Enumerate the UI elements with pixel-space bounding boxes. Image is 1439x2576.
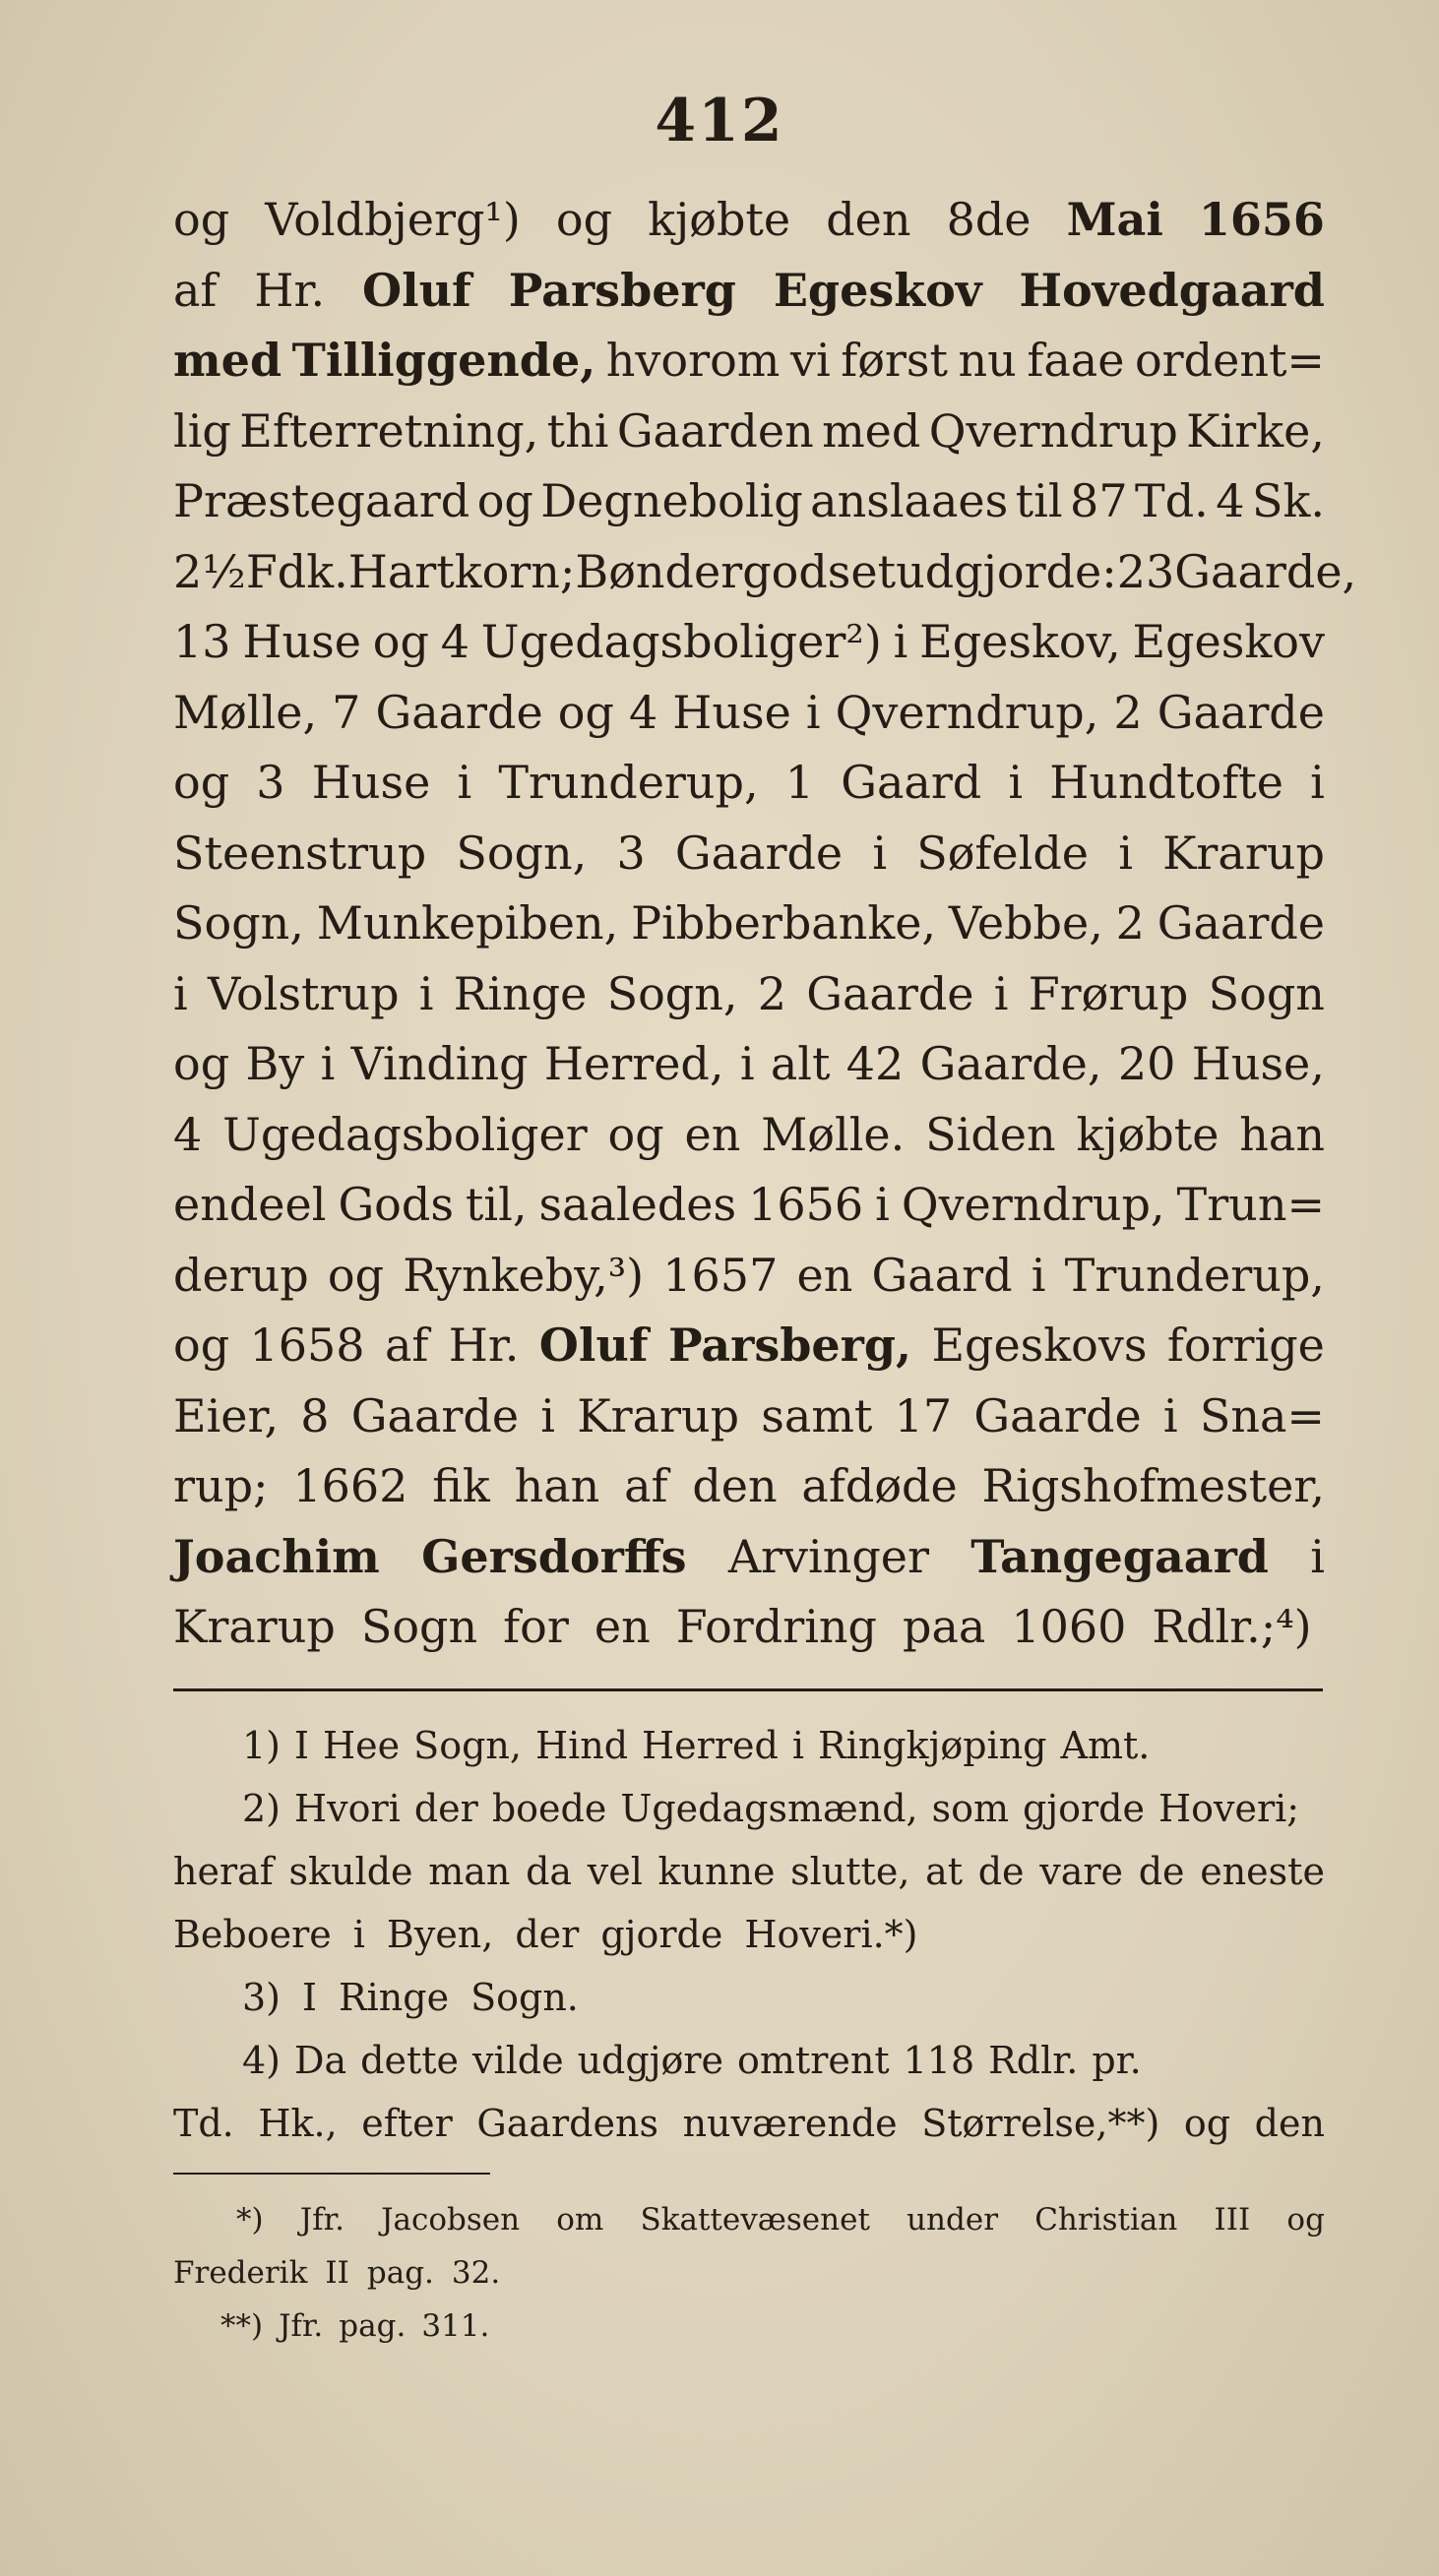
word: Tangegaard [970, 1529, 1269, 1583]
word: i [418, 966, 434, 1020]
footnote-line [173, 1976, 1325, 2039]
word: Td. [1135, 474, 1209, 527]
word: saaledes [538, 1178, 737, 1231]
word: thi [546, 403, 609, 458]
word: Kirke, [1186, 403, 1325, 458]
text-line [173, 264, 1325, 335]
word: i [875, 1178, 890, 1231]
word: han [514, 1459, 600, 1512]
word: Hoveri; [1158, 1787, 1300, 1830]
word: 1656 [1198, 193, 1325, 246]
word: Munkepiben, [316, 896, 619, 950]
word: Sogn, [606, 966, 738, 1020]
word: og [1183, 2102, 1231, 2145]
word: udgjøre [577, 2039, 724, 2082]
word: Rdlr. [988, 2039, 1079, 2082]
word: 1657 [662, 1248, 779, 1302]
word: gjorde [600, 1913, 723, 1956]
text-line [173, 474, 1325, 545]
word: 1658 [249, 1319, 365, 1372]
text-line [173, 1178, 1325, 1249]
word: der [515, 1913, 580, 1956]
word: hvorom [605, 334, 781, 387]
word: i [993, 966, 1009, 1020]
word: 4 [628, 685, 658, 739]
word: Byen, [386, 1913, 494, 1956]
word: ordent= [1134, 334, 1325, 387]
word: 311. [421, 2308, 490, 2344]
word: Trunderup, [1064, 1248, 1325, 1302]
word: i [893, 615, 908, 668]
word: rup; [173, 1459, 269, 1512]
word: dette [360, 2039, 459, 2082]
word: af [624, 1459, 668, 1512]
footnote-line [173, 2039, 1325, 2102]
word: Sogn [360, 1600, 478, 1653]
word: 4 [173, 1107, 203, 1161]
word: 3 [616, 826, 646, 880]
text-line [173, 1037, 1325, 1108]
word: 1656 [748, 1178, 864, 1231]
word: Hk., [258, 2102, 338, 2145]
word: under [907, 2202, 999, 2238]
word: Gaarde, [1174, 544, 1357, 598]
word: Huse [672, 685, 791, 739]
word: med [173, 334, 282, 387]
word: til [1015, 474, 1063, 527]
footnote-mark: 1) [242, 1724, 282, 1767]
word: faae [1027, 334, 1125, 387]
word: Da [294, 2039, 347, 2082]
word: forrige [1166, 1319, 1325, 1372]
word: den [1254, 2102, 1325, 2145]
word: Egeskov [773, 263, 982, 317]
word: Volstrup [207, 966, 400, 1020]
word: Gaard [871, 1248, 1013, 1302]
subnote-mark: *) [236, 2202, 264, 2238]
word: nu [958, 334, 1017, 387]
word: Sogn, [173, 896, 304, 950]
word: Krarup [1162, 826, 1325, 880]
word: i [173, 966, 188, 1020]
word: Jfr. [279, 2308, 324, 2344]
word: III [1214, 2202, 1251, 2238]
page-number: 412 [655, 87, 784, 155]
text-line [173, 615, 1325, 686]
footnote-line [173, 1787, 1325, 1850]
word: Rigshofmester, [981, 1459, 1325, 1512]
word: Sk. [1251, 474, 1325, 527]
word: i [1118, 826, 1133, 880]
word: 4 [1216, 474, 1245, 527]
word: den [826, 193, 911, 246]
word: Trunderup, [498, 756, 759, 809]
text-line [173, 686, 1325, 757]
word: Trun= [1176, 1178, 1325, 1231]
word: Gods [338, 1178, 454, 1231]
word: af [384, 1319, 429, 1372]
word: en [796, 1248, 853, 1302]
footnote-mark: 2) [242, 1787, 282, 1830]
word: og [173, 1319, 230, 1372]
word: 1060 [1011, 1600, 1127, 1653]
word: 7 [332, 685, 361, 739]
word: i [791, 1724, 804, 1767]
subnote-line [173, 2308, 1325, 2361]
word: Gersdorffs [421, 1529, 687, 1583]
word: Sogn, [456, 826, 588, 880]
word: vi [789, 334, 831, 387]
word: Gaarde [1157, 685, 1325, 739]
word: og [607, 1107, 664, 1161]
word: i [1310, 1529, 1325, 1583]
word: Oluf [362, 263, 471, 317]
word: Amt. [1060, 1724, 1151, 1767]
word: anslaaes [810, 474, 1009, 527]
word: Td. [173, 2102, 234, 2145]
word: man [428, 1850, 511, 1893]
word: vilde [471, 2039, 564, 2082]
word: Vinding [350, 1037, 529, 1090]
footnote-line [173, 1850, 1325, 1913]
word: 20 [1117, 1037, 1176, 1090]
word: og [173, 193, 230, 246]
footnote-line [173, 2102, 1325, 2165]
word: udgjorde: [896, 544, 1117, 598]
text-line [173, 193, 1325, 264]
word: heraf [173, 1850, 274, 1893]
word: i [457, 756, 472, 809]
word: Sogn. [470, 1976, 579, 2019]
word: kjøbte [1076, 1107, 1220, 1161]
word: pag. [366, 2255, 434, 2291]
word: først [841, 334, 948, 387]
text-line [173, 1389, 1325, 1460]
word: Gaarde [1157, 896, 1325, 950]
text-line [173, 1108, 1325, 1179]
word: Rynkeby,³) [403, 1248, 645, 1302]
word: i [872, 826, 888, 880]
word: en [684, 1107, 741, 1161]
word: Skattevæsenet [640, 2202, 870, 2238]
word: 2 [1113, 685, 1143, 739]
word: vel [587, 1850, 643, 1893]
word: omtrent [737, 2039, 890, 2082]
word: 23 [1116, 544, 1175, 598]
word: 2½ [173, 544, 246, 598]
word: og [173, 756, 230, 809]
word: vare [1039, 1850, 1124, 1893]
word: Beboere [173, 1913, 332, 1956]
word: 118 [903, 2039, 975, 2082]
word: i [805, 685, 821, 739]
subnote-mark: **) [220, 2308, 264, 2344]
word: og [555, 193, 613, 246]
word: af [173, 263, 218, 317]
footnotes [173, 1724, 1325, 2165]
word: Gaarde [674, 826, 844, 880]
word: Herred [642, 1724, 779, 1767]
word: Siden [925, 1107, 1056, 1161]
text-line [173, 1459, 1325, 1530]
word: Degnebolig [540, 474, 803, 527]
word: 1662 [292, 1459, 408, 1512]
word: By [245, 1037, 305, 1090]
word: Bøndergodset [575, 544, 897, 598]
text-line [173, 334, 1325, 404]
word: Gaarde [350, 1388, 520, 1442]
word: Hvori [294, 1787, 401, 1830]
word: nuværende [682, 2102, 898, 2145]
word: i [1031, 1248, 1046, 1302]
word: Mølle. [761, 1107, 906, 1161]
subnote-line [173, 2255, 1325, 2308]
word: at [925, 1850, 964, 1893]
word: Gaarde [973, 1388, 1142, 1442]
word: til, [465, 1178, 528, 1231]
text-line [173, 1249, 1325, 1319]
footnote-mark: 4) [242, 2039, 282, 2082]
word: Eier, [173, 1388, 280, 1442]
word: Hartkorn; [347, 544, 576, 598]
word: de [1138, 1850, 1185, 1893]
word: 42 [845, 1037, 905, 1090]
word: de [977, 1850, 1025, 1893]
word: Egeskovs [931, 1319, 1148, 1372]
word: 3 [256, 756, 285, 809]
word: en [594, 1600, 651, 1653]
word: Ugedagsboliger²) [480, 615, 882, 668]
word: i [1310, 756, 1325, 809]
text-line [173, 756, 1325, 827]
footnote-line [173, 1724, 1325, 1787]
text-line [173, 404, 1325, 475]
word: lig [173, 403, 231, 458]
word: Størrelse,**) [921, 2102, 1160, 2145]
word: Gaardens [476, 2102, 658, 2145]
word: kunne [657, 1850, 776, 1893]
word: Frederik [173, 2255, 308, 2291]
word: Gaarden [616, 403, 814, 458]
word: og [476, 474, 533, 527]
word: Hind [534, 1724, 629, 1767]
word: Gaarde, [919, 1037, 1102, 1090]
word: i [540, 1388, 555, 1442]
word: Tilliggende, [291, 334, 596, 387]
word: Steenstrup [173, 826, 427, 880]
text-line [173, 1600, 1325, 1671]
word: Oluf [538, 1319, 649, 1372]
subnote-line [173, 2202, 1325, 2255]
footnote-line [173, 1913, 1325, 1976]
word: 87 [1070, 474, 1128, 527]
word: i [1162, 1388, 1178, 1442]
word: Fdk. [245, 544, 348, 598]
word: Qverndrup [928, 403, 1178, 458]
word: I [302, 1976, 318, 2019]
word: som [931, 1787, 1010, 1830]
subnotes [173, 2202, 1325, 2361]
word: endeel [173, 1178, 327, 1231]
word: i [320, 1037, 336, 1090]
word: han [1239, 1107, 1325, 1161]
word: og [1286, 2202, 1325, 2238]
main-text [173, 193, 1357, 1671]
word: Christian [1034, 2202, 1178, 2238]
word: Søfelde [916, 826, 1090, 880]
text-line [173, 967, 1325, 1038]
word: boede [491, 1787, 607, 1830]
word: Fordring [675, 1600, 878, 1653]
word: Hundtofte [1049, 756, 1284, 809]
word: 8de [946, 193, 1032, 246]
word: Ugedagsmænd, [620, 1787, 918, 1830]
word: Huse [242, 615, 361, 668]
word: i [352, 1913, 365, 1956]
word: Herred, [543, 1037, 724, 1090]
text-line [173, 1319, 1325, 1389]
word: Efterretning, [239, 403, 539, 458]
word: Parsberg, [667, 1319, 912, 1372]
word: Hee [323, 1724, 401, 1767]
word: Ringkjøping [817, 1724, 1047, 1767]
word: efter [361, 2102, 453, 2145]
word: Jfr. [299, 2202, 344, 2238]
word: kjøbte [648, 193, 791, 246]
word: pag. [339, 2308, 407, 2344]
word: gjorde [1023, 1787, 1145, 1830]
word: Gaarde [375, 685, 543, 739]
word: II [325, 2255, 349, 2291]
subnote-separator [173, 2173, 490, 2175]
word: Frørup [1028, 966, 1189, 1020]
word: 2 [1115, 896, 1145, 950]
word: Sna= [1199, 1388, 1325, 1442]
word: skulde [288, 1850, 413, 1893]
word: eneste [1200, 1850, 1325, 1893]
footnote-mark: 3) [242, 1976, 282, 2019]
word: den [692, 1459, 778, 1512]
word: Sogn [1208, 966, 1325, 1020]
text-line [173, 827, 1325, 897]
word: Præstegaard [173, 474, 470, 527]
word: om [556, 2202, 604, 2238]
text-line [173, 896, 1325, 967]
word: Krarup [577, 1388, 740, 1442]
word: Voldbjerg¹) [265, 193, 521, 246]
word: Vebbe, [948, 896, 1103, 950]
word: Gaard [841, 756, 982, 809]
word: og [173, 1037, 230, 1090]
word: og [557, 685, 614, 739]
word: Egeskov, [919, 615, 1121, 668]
word: I [294, 1724, 310, 1767]
word: Hovedgaard [1019, 263, 1325, 317]
word: samt [761, 1388, 873, 1442]
word: Pibberbanke, [631, 896, 937, 950]
word: 1 [784, 756, 815, 809]
word: der [413, 1787, 478, 1830]
word: Egeskov [1132, 615, 1325, 668]
word: afdøde [801, 1459, 958, 1512]
word: med [822, 403, 921, 458]
word: Qverndrup, [901, 1178, 1165, 1231]
word: Ringe [453, 966, 588, 1020]
word: 32. [451, 2255, 501, 2291]
word: i [1008, 756, 1024, 809]
word: slutte, [790, 1850, 910, 1893]
word: 17 [894, 1388, 953, 1442]
word: derup [173, 1248, 309, 1302]
word: Huse [311, 756, 431, 809]
word: og [327, 1248, 385, 1302]
word: i [739, 1037, 755, 1090]
word: Jacobsen [381, 2202, 521, 2238]
word: Ugedagsboliger [222, 1107, 588, 1161]
word: Arvinger [727, 1529, 930, 1583]
word: Mølle, [173, 685, 318, 739]
word: Huse, [1191, 1037, 1325, 1090]
word: Sogn, [413, 1724, 522, 1767]
word: pr. [1092, 2039, 1142, 2082]
word: Joachim [173, 1529, 380, 1583]
word: fik [432, 1459, 490, 1512]
word: Hr. [254, 263, 326, 317]
word: paa [903, 1600, 986, 1653]
text-line [173, 544, 1357, 616]
word: 13 [173, 615, 231, 668]
word: 8 [300, 1388, 330, 1442]
word: Gaarde [806, 966, 974, 1020]
word: Hoveri.*) [744, 1913, 918, 1956]
word: Parsberg [508, 263, 736, 317]
word: 2 [757, 966, 787, 1020]
word: Hr. [448, 1319, 520, 1372]
footnote-separator [173, 1688, 1323, 1691]
word: Mai [1066, 193, 1163, 246]
word: alt [770, 1037, 831, 1090]
word: da [526, 1850, 573, 1893]
word: Krarup [173, 1600, 336, 1653]
text-line [173, 1530, 1325, 1601]
word: Ringe [339, 1976, 450, 2019]
word: Qverndrup, [835, 685, 1099, 739]
word: for [503, 1600, 569, 1653]
word: 4 [440, 615, 469, 668]
word: Rdlr.;⁴) [1152, 1600, 1312, 1653]
word: og [372, 615, 429, 668]
